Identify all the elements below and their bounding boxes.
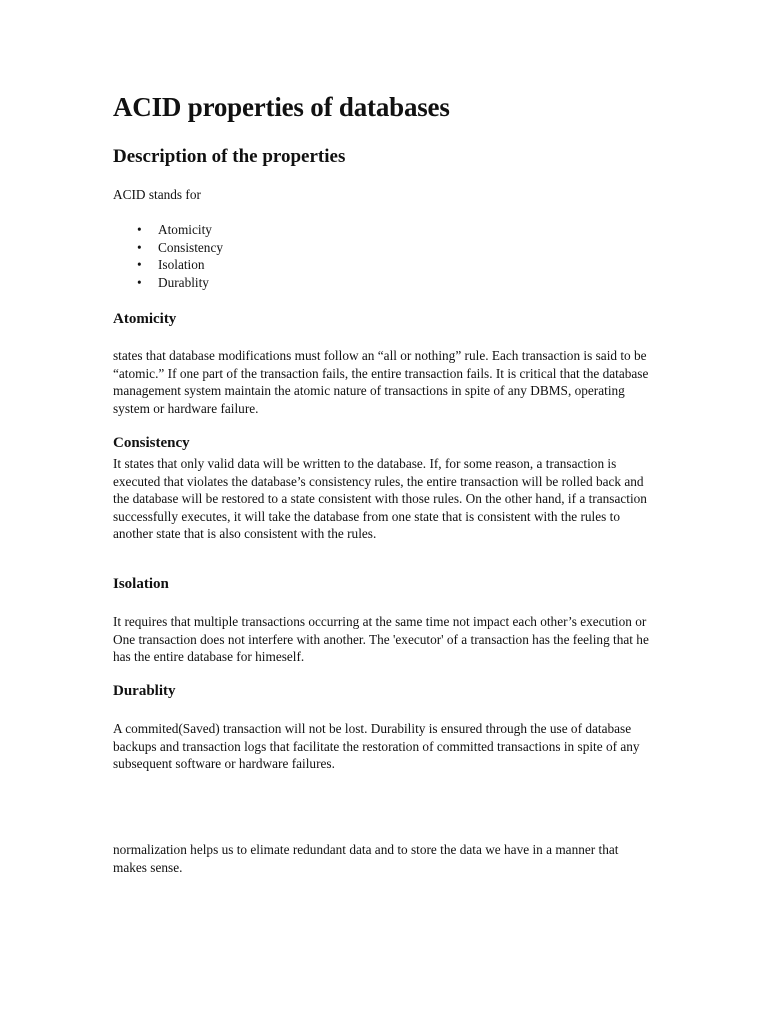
- list-item-label: Durablity: [158, 274, 209, 290]
- bullet-icon: •: [137, 222, 142, 237]
- section-heading-durability: Durablity: [113, 683, 176, 699]
- list-item-label: Consistency: [158, 239, 224, 255]
- section-heading-atomicity: Atomicity: [113, 311, 177, 327]
- intro-text: ACID stands for: [113, 187, 201, 202]
- document-title: ACID properties of databases: [113, 92, 450, 122]
- bullet-icon: •: [137, 274, 142, 290]
- list-item: [113, 221, 223, 239]
- section-body-durability: A commited(Saved) transaction will not be lost. Durability is ensured through the use of database backups and transaction logs that facilitate the restoration of committed transactions in spite of any subsequent software or hardware failures.: [113, 721, 640, 771]
- document-subtitle: Description of the properties: [113, 146, 346, 167]
- acid-list: [113, 221, 223, 291]
- list-item-label: Atomicity: [158, 222, 212, 237]
- list-item-label: Isolation: [158, 257, 205, 273]
- section-heading-isolation: Isolation: [113, 576, 169, 592]
- bullet-icon: •: [137, 239, 142, 255]
- section-body-atomicity: states that database modifications must follow an “all or nothing” rule. Each transaction is said to be “atomic.” If one part of the transaction fails, the entire transaction fails. It is critical that the database management system maintain the atomic nature of transactions in spite of any DBMS, operating system or hardware failure.: [113, 348, 649, 416]
- section-body-isolation: It requires that multiple transactions occurring at the same time not impact each other’s execution or One transaction does not interfere with another. The 'executor' of a transaction has the feeling that he has the entire database for himeself.: [113, 614, 649, 664]
- list-item: [113, 239, 223, 257]
- closing-paragraph: normalization helps us to elimate redundant data and to store the data we have in a manner that makes sense.: [113, 842, 619, 875]
- section-heading-consistency: Consistency: [113, 435, 190, 451]
- list-item: [113, 274, 223, 292]
- section-body-consistency: It states that only valid data will be written to the database. If, for some reason, a transaction is executed that violates the database’s consistency rules, the entire transaction will be rolled back and the database will be restored to a state consistent with those rules. On the other hand, if a transaction successfully executes, it will take the database from one state that is consistent with the rules to another state that is also consistent with the rules.: [113, 456, 647, 541]
- bullet-icon: •: [137, 257, 142, 273]
- list-item: [113, 256, 223, 274]
